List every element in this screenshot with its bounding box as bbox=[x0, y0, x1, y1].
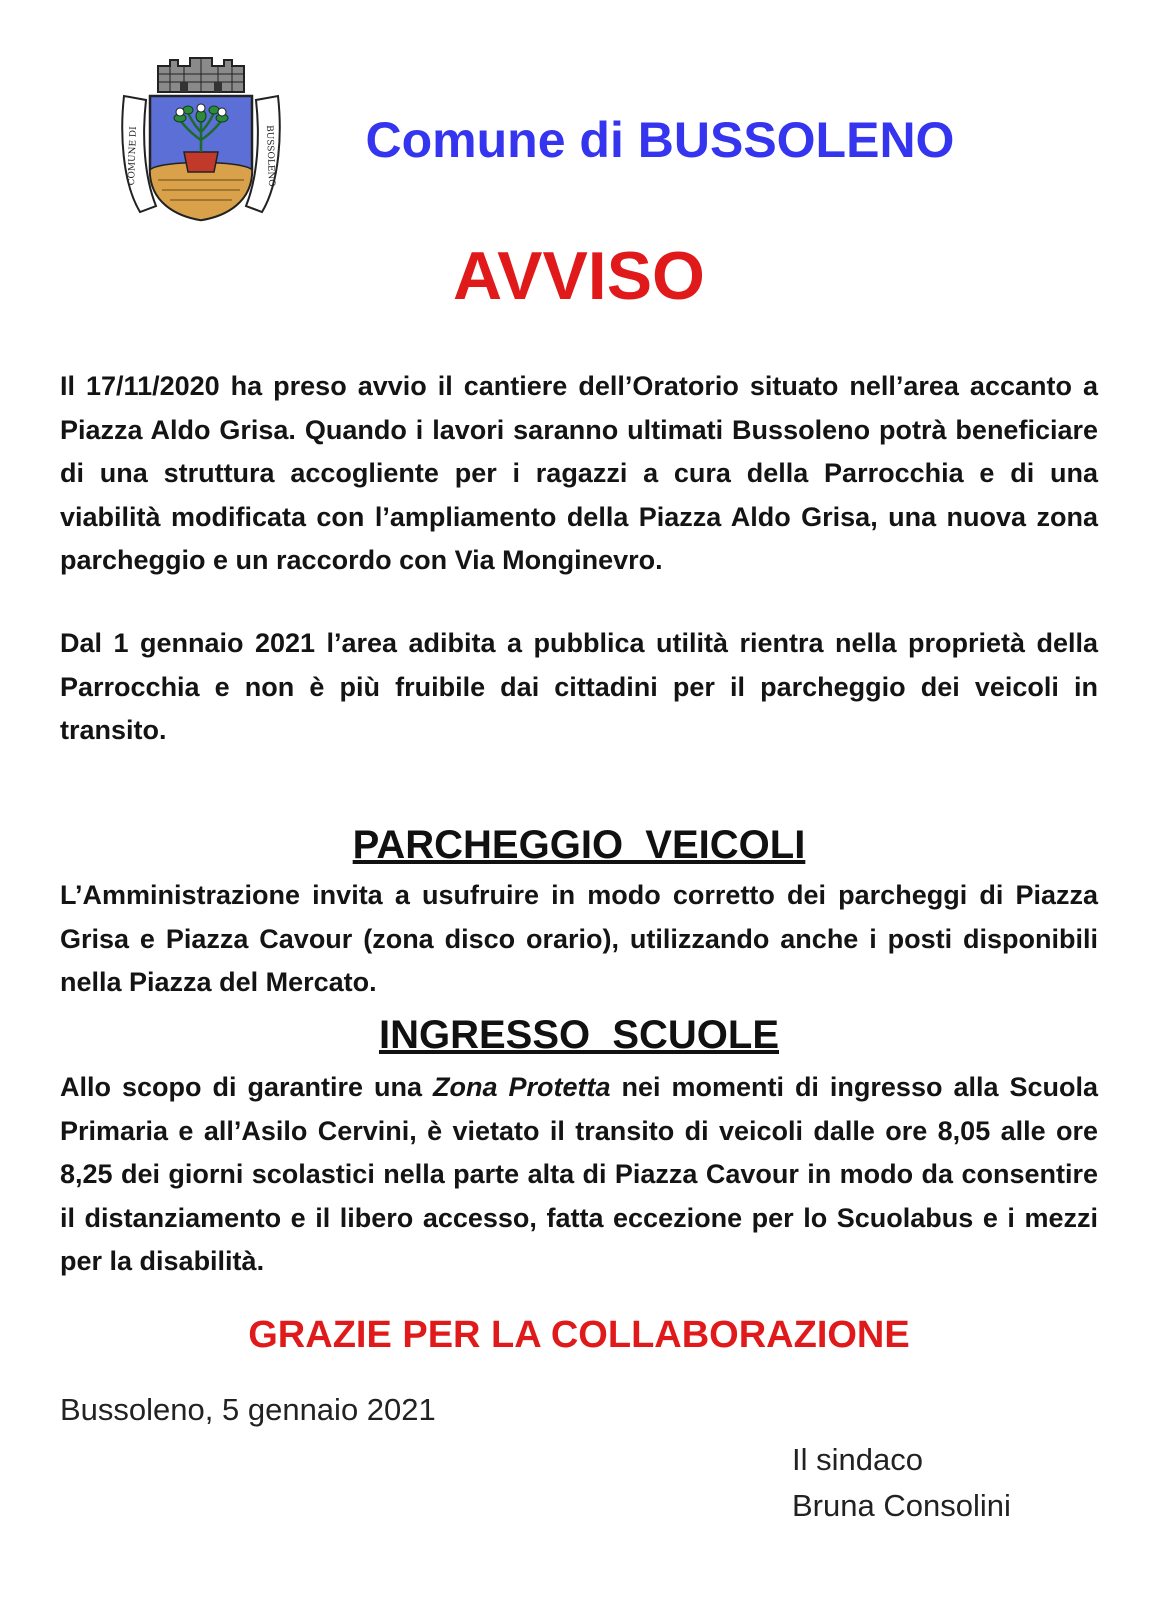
schools-text-start: Allo scopo di garantire una bbox=[60, 1072, 433, 1102]
protected-zone-text: Zona Protetta bbox=[432, 1072, 611, 1102]
crown-icon bbox=[158, 58, 244, 92]
thanks-heading: GRAZIE PER LA COLLABORAZIONE bbox=[248, 1314, 910, 1356]
parking-heading: PARCHEGGIO VEICOLI bbox=[352, 823, 806, 867]
signature-block bbox=[792, 1437, 1011, 1529]
schools-text bbox=[60, 1066, 1098, 1284]
crest-text-left: COMUNE DI bbox=[126, 126, 140, 186]
parking-text: L’Amministrazione invita a usufruire in modo corretto dei parcheggi di Piazza Grisa e Piazza Cavour (zona disco orario), utilizzando anche i posti disponibili nella Piazza del Mercato. bbox=[60, 880, 1098, 997]
signer-role: Il sindaco bbox=[792, 1442, 923, 1477]
coat-of-arms-logo bbox=[118, 52, 284, 224]
schools-heading: INGRESSO SCUOLE bbox=[378, 1013, 780, 1057]
date-line: Bussoleno, 5 gennaio 2021 bbox=[60, 1392, 436, 1427]
town-title: Comune di BUSSOLENO bbox=[365, 112, 955, 168]
notice-title: AVVISO bbox=[453, 238, 705, 314]
signer-name: Bruna Consolini bbox=[792, 1488, 1011, 1523]
intro-paragraph-2: Dal 1 gennaio 2021 l’area adibita a pubblica utilità rientra nella proprietà della Parrocchia e non è più fruibile dai cittadini per il parcheggio dei veicoli in transito. bbox=[60, 628, 1098, 745]
crest-text-right: BUSSOLENO bbox=[263, 124, 277, 187]
intro-paragraph-1: Il 17/11/2020 ha preso avvio il cantiere dell’Oratorio situato nell’area accanto a Piazza Aldo Grisa. Quando i lavori saranno ultimati Bussoleno potrà beneficiare di una struttura accogliente per i ragazzi a cura della Parrocchia e di una viabilità modificata con l’ampliamento della Piazza Aldo Grisa, una nuova zona parcheggio e un raccordo con Via Monginevro. bbox=[60, 371, 1098, 575]
schools-text-end: nei momenti di ingresso alla Scuola Primaria e all’Asilo Cervini, è vietato il transito di veicoli dalle ore 8,05 alle ore 8,25 dei giorni scolastici nella parte alta di Piazza Cavour in modo da consentire il distanziamento e il libero accesso, fatta eccezione per lo Scuolabus e i mezzi per la disabilità. bbox=[60, 1072, 1098, 1276]
